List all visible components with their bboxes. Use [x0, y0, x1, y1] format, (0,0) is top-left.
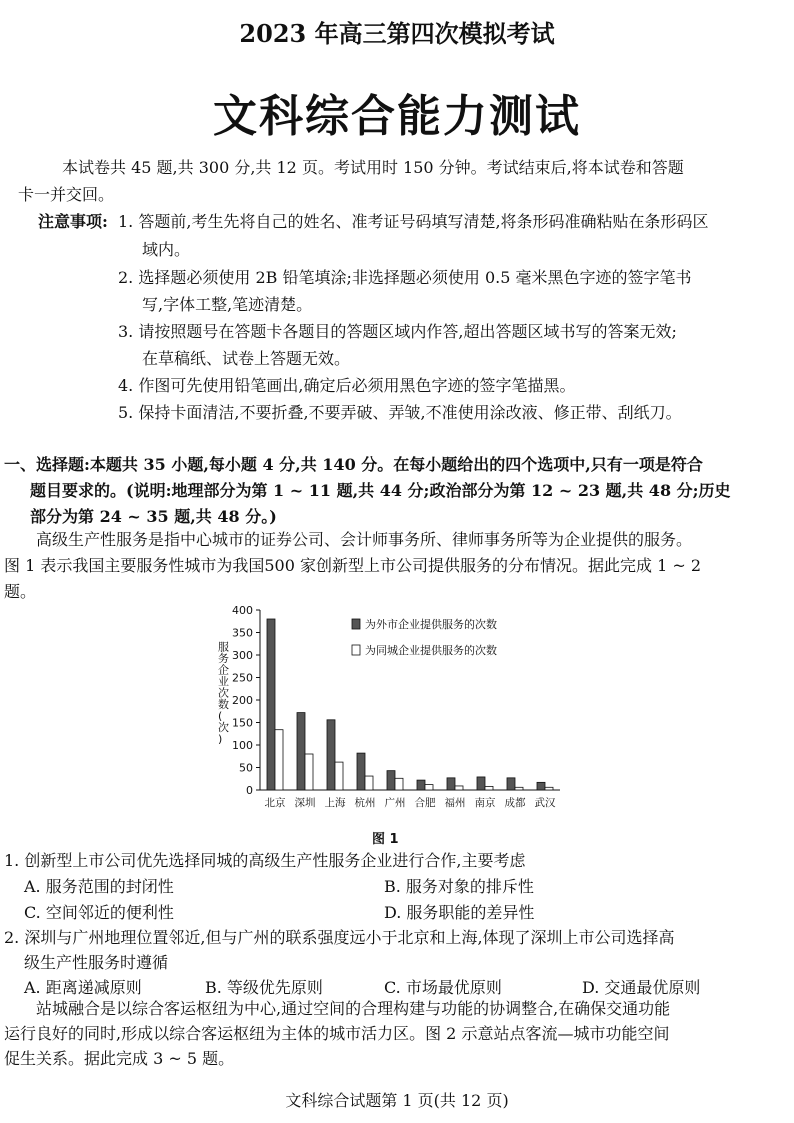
question-1-option-c: C. 空间邻近的便利性 [24, 903, 174, 922]
bar-external-9 [537, 782, 545, 790]
legend-label-0: 为外市企业提供服务的次数 [365, 618, 497, 631]
bar-external-0 [267, 619, 275, 790]
note-1-line-2: 域内。 [142, 240, 191, 259]
bar-external-6 [447, 778, 455, 790]
material-2-line-1: 站城融合是以综合客运枢纽为中心,通过空间的合理构建与功能的协调整合,在确保交通功能 [36, 999, 671, 1018]
bar-local-1 [305, 754, 313, 790]
exam-series-title: 2023 年高三第四次模拟考试 [239, 19, 555, 48]
bar-local-8 [515, 787, 523, 790]
question-2-option-d: D. 交通最优原则 [582, 978, 701, 997]
material-1-line-1: 高级生产性服务是指中心城市的证券公司、会计师事务所、律师事务所等为企业提供的服务。 [36, 530, 693, 549]
bar-external-1 [297, 713, 305, 790]
note-3-line-2: 在草稿纸、试卷上答题无效。 [142, 349, 351, 368]
y-tick-label: 350 [232, 626, 253, 640]
section-1-heading: 一、选择题:本题共 35 小题,每小题 4 分,共 140 分。在每小题给出的四个选项中,只有一项是符合 [4, 455, 703, 474]
note-5-line-1: 5. 保持卡面清洁,不要折叠,不要弄破、弄皱,不准使用涂改液、修正带、刮纸刀。 [118, 403, 682, 422]
bar-external-5 [417, 780, 425, 790]
y-tick-label: 150 [232, 716, 253, 730]
x-tick-label: 成都 [504, 797, 526, 809]
material-2-line-3: 促生关系。据此完成 3 ~ 5 题。 [4, 1049, 235, 1068]
material-1-line-2: 图 1 表示我国主要服务性城市为我国500 家创新型上市公司提供服务的分布情况。据此完成 1 ~ 2 [4, 556, 702, 575]
y-tick-label: 200 [232, 694, 253, 707]
figure-1-bar-chart [200, 600, 570, 825]
y-tick-label: 100 [232, 739, 253, 752]
bar-local-5 [425, 785, 433, 790]
x-tick-label: 广州 [384, 797, 406, 809]
question-2-option-c: C. 市场最优原则 [384, 978, 502, 997]
bar-local-7 [485, 786, 493, 790]
exam-main-title: 文科综合能力测试 [213, 91, 581, 142]
note-2-line-2: 写,字体工整,笔迹清楚。 [142, 295, 313, 314]
section-1-line-3: 部分为第 24 ~ 35 题,共 48 分。) [30, 507, 277, 526]
x-tick-label: 福州 [444, 797, 466, 809]
y-tick-label: 250 [232, 671, 253, 685]
bar-local-3 [365, 776, 373, 790]
note-3-line-1: 3. 请按照题号在答题卡各题目的答题区域内作答,超出答题区域书写的答案无效; [118, 322, 677, 341]
section-1-line-2: 题目要求的。(说明:地理部分为第 1 ~ 11 题,共 44 分;政治部分为第 12 ~ 23 题,共 48 分;历史 [30, 481, 731, 500]
question-2-stem-line-1: 2. 深圳与广州地理位置邻近,但与广州的联系强度远小于北京和上海,体现了深圳上市公司选择高 [4, 928, 675, 947]
page-footer: 文科综合试题第 1 页(共 12 页) [285, 1091, 509, 1110]
question-2-stem-line-2: 级生产性服务时遵循 [24, 953, 169, 972]
question-2-option-a: A. 距离递减原则 [24, 978, 142, 997]
question-1-option-a: A. 服务范围的封闭性 [24, 877, 174, 896]
notes-label: 注意事项: [38, 212, 108, 231]
intro-line-1: 本试卷共 45 题,共 300 分,共 12 页。考试用时 150 分钟。考试结束后,将本试卷和答题 [62, 158, 684, 177]
bar-local-9 [545, 787, 553, 790]
legend-swatch-1 [352, 645, 360, 655]
x-tick-label: 北京 [264, 797, 286, 809]
figure-1-caption: 图 1 [372, 832, 399, 847]
x-tick-label: 南京 [474, 797, 496, 809]
bar-external-8 [507, 778, 515, 790]
y-tick-label: 400 [232, 604, 253, 617]
y-axis-label: 服务企业次数(次) [218, 640, 229, 746]
x-tick-label: 合肥 [414, 797, 436, 809]
legend-swatch-0 [352, 619, 360, 629]
x-tick-label: 上海 [324, 797, 346, 809]
bar-external-3 [357, 753, 365, 790]
x-tick-label: 深圳 [294, 797, 316, 809]
note-1-line-1: 1. 答题前,考生先将自己的姓名、准考证号码填写清楚,将条形码准确粘贴在条形码区 [118, 212, 709, 231]
y-tick-label: 0 [246, 784, 253, 797]
question-1-option-d: D. 服务职能的差异性 [384, 903, 535, 922]
legend-label-1: 为同城企业提供服务的次数 [365, 644, 497, 657]
question-1-stem: 1. 创新型上市公司优先选择同城的高级生产性服务企业进行合作,主要考虑 [4, 851, 526, 870]
question-2-option-b: B. 等级优先原则 [205, 978, 323, 997]
y-tick-label: 300 [232, 649, 253, 662]
note-4-line-1: 4. 作图可先使用铅笔画出,确定后必须用黑色字迹的签字笔描黑。 [118, 376, 576, 395]
bar-external-4 [387, 771, 395, 790]
material-1-line-3: 题。 [4, 582, 37, 601]
material-2-line-2: 运行良好的同时,形成以综合客运枢纽为主体的城市活力区。图 2 示意站点客流—城市功能空间 [4, 1024, 670, 1043]
bar-external-7 [477, 777, 485, 790]
bar-local-2 [335, 762, 343, 790]
note-2-line-1: 2. 选择题必须使用 2B 铅笔填涂;非选择题必须使用 0.5 毫米黑色字迹的签字笔书 [118, 268, 692, 287]
x-tick-label: 武汉 [534, 797, 556, 809]
bar-external-2 [327, 720, 335, 790]
intro-line-2: 卡一并交回。 [18, 185, 115, 204]
y-tick-label: 50 [239, 761, 253, 775]
question-1-option-b: B. 服务对象的排斥性 [384, 877, 534, 896]
bar-local-4 [395, 778, 403, 790]
bar-local-6 [455, 786, 463, 790]
x-tick-label: 杭州 [354, 797, 376, 809]
bar-local-0 [275, 730, 283, 790]
